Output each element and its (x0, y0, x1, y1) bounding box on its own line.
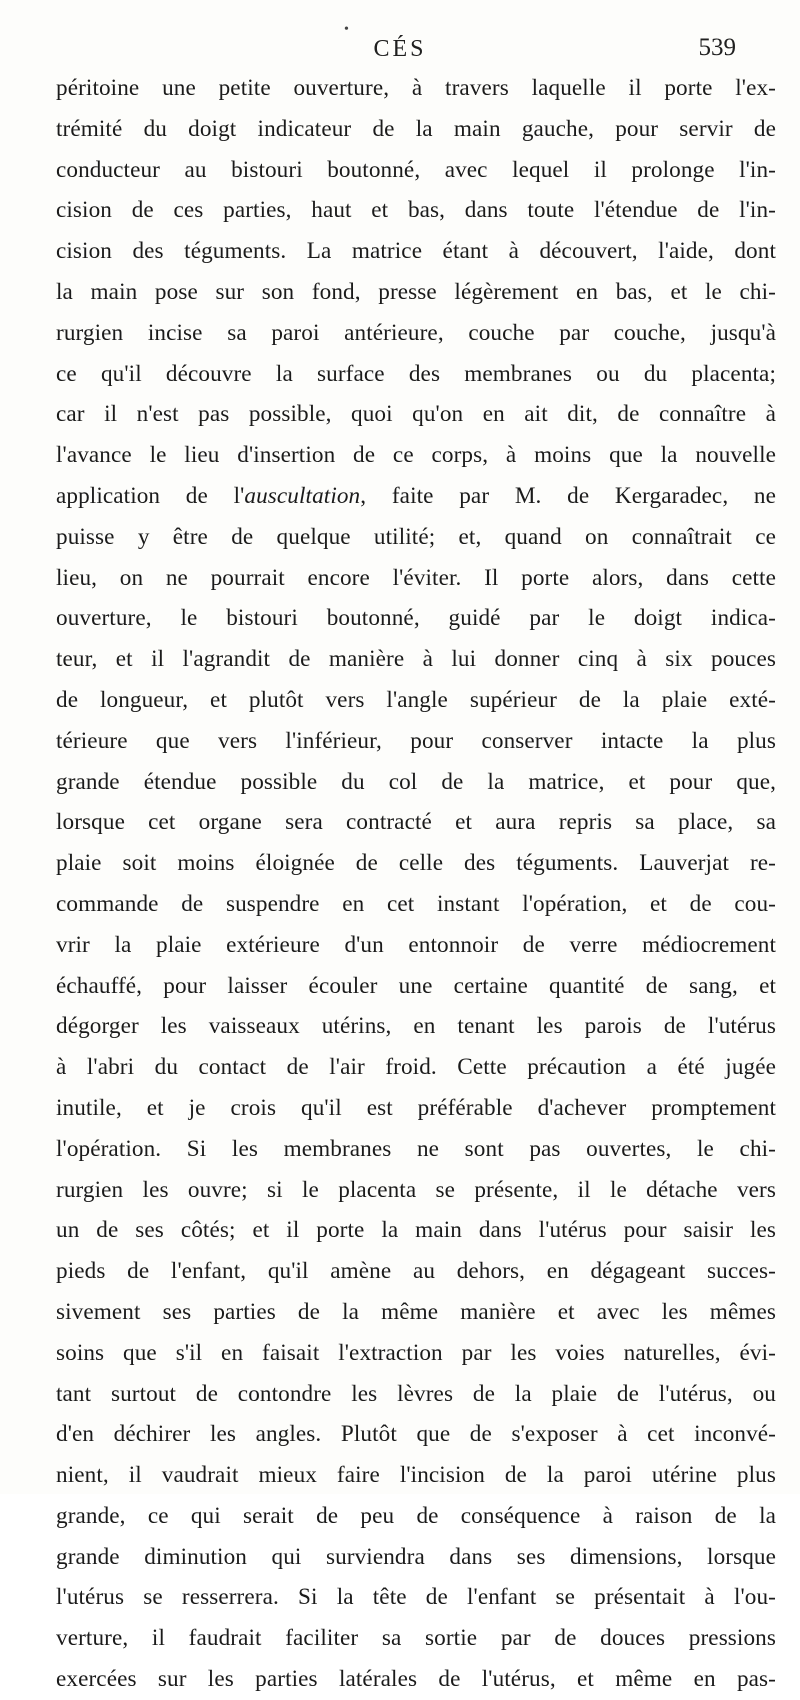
text-line: à l'abri du contact de l'air froid. Cette précaution a été jugée (56, 1054, 776, 1081)
text-line: l'opération. Si les membranes ne sont pas ouvertes, le chi- (56, 1135, 776, 1162)
text-line: rurgien les ouvre; si le placenta se présente, il le détache vers (56, 1176, 776, 1203)
body-text (56, 68, 776, 1700)
text-line: échauffé, pour laisser écouler une certaine quantité de sang, et (56, 972, 776, 999)
text-line: pieds de l'enfant, qu'il amène au dehors, en dégageant succes- (56, 1258, 776, 1285)
text-line: teur, et il l'agrandit de manière à lui donner cinq à six pouces (56, 646, 776, 673)
text-line: vrir la plaie extérieure d'un entonnoir de verre médiocrement (56, 931, 776, 958)
text-line: cision de ces parties, haut et bas, dans toute l'étendue de l'in- (56, 197, 776, 224)
text-line: l'utérus se resserrera. Si la tête de l'enfant se présentait à l'ou- (56, 1584, 776, 1611)
text-line: la main pose sur son fond, presse légèrement en bas, et le chi- (56, 278, 776, 305)
text-line: verture, il faudrait faciliter sa sortie par de douces pressions (56, 1625, 776, 1652)
text-line: trémité du doigt indicateur de la main gauche, pour servir de (56, 115, 776, 142)
text-line: commande de suspendre en cet instant l'opération, et de cou- (56, 890, 776, 917)
text-line: de longueur, et plutôt vers l'angle supérieur de la plaie exté- (56, 686, 776, 713)
italic-word: auscultation (244, 482, 361, 509)
running-head: CÉS (373, 36, 427, 62)
text-line: un de ses côtés; et il porte la main dans l'utérus pour saisir les (56, 1217, 776, 1244)
text-line: soins que s'il en faisait l'extraction par les voies naturelles, évi- (56, 1339, 776, 1366)
text-line: sivement ses parties de la même manière et avec les mêmes (56, 1298, 776, 1325)
text-line: péritoine une petite ouverture, à travers laquelle il porte l'ex- (56, 75, 776, 101)
text-line: grande diminution qui surviendra dans ses dimensions, lorsque (56, 1543, 776, 1570)
text-line: cision des téguments. La matrice étant à découvert, l'aide, dont (56, 238, 776, 265)
text-line: rurgien incise sa paroi antérieure, couche par couche, jusqu'à (56, 319, 776, 346)
text-line: dégorger les vaisseaux utérins, en tenant les parois de l'utérus (56, 1013, 776, 1040)
text-line: d'en déchirer les angles. Plutôt que de s'exposer à cet inconvé- (56, 1421, 776, 1448)
text-line: car il n'est pas possible, quoi qu'on en ait dit, de connaître à (56, 401, 776, 428)
text-line: inutile, et je crois qu'il est préférable d'achever promptement (56, 1094, 776, 1121)
text-line: lieu, on ne pourrait encore l'éviter. Il porte alors, dans cette (56, 564, 776, 591)
text-line: tant surtout de contondre les lèvres de la plaie de l'utérus, ou (56, 1380, 776, 1407)
page-header (0, 30, 800, 66)
text-line: exercées sur les parties latérales de l'utérus, et même en pas- (56, 1666, 776, 1693)
text-line: application de l'auscultation, faite par M. de Kergaradec, ne (56, 482, 776, 509)
text-line: grande étendue possible du col de la matrice, et pour que, (56, 768, 776, 795)
page-number: 539 (698, 34, 736, 61)
text-line: nient, il vaudrait mieux faire l'incision de la paroi utérine plus (56, 1462, 776, 1489)
text-line: puisse y être de quelque utilité; et, quand on connaîtrait ce (56, 523, 776, 550)
text-line: conducteur au bistouri boutonné, avec lequel il prolonge l'in- (56, 156, 776, 183)
text-line: ce qu'il découvre la surface des membranes ou du placenta; (56, 360, 776, 387)
text-line: ouverture, le bistouri boutonné, guidé par le doigt indica- (56, 605, 776, 632)
ink-speck: • (344, 22, 349, 37)
text-line: l'avance le lieu d'insertion de ce corps, à moins que la nouvelle (56, 442, 776, 469)
text-line: lorsque cet organe sera contracté et aura repris sa place, sa (56, 809, 776, 836)
text-line: plaie soit moins éloignée de celle des téguments. Lauverjat re- (56, 850, 776, 877)
text-line: grande, ce qui serait de peu de conséquence à raison de la (56, 1502, 776, 1529)
text-line: térieure que vers l'inférieur, pour conserver intacte la plus (56, 727, 776, 754)
